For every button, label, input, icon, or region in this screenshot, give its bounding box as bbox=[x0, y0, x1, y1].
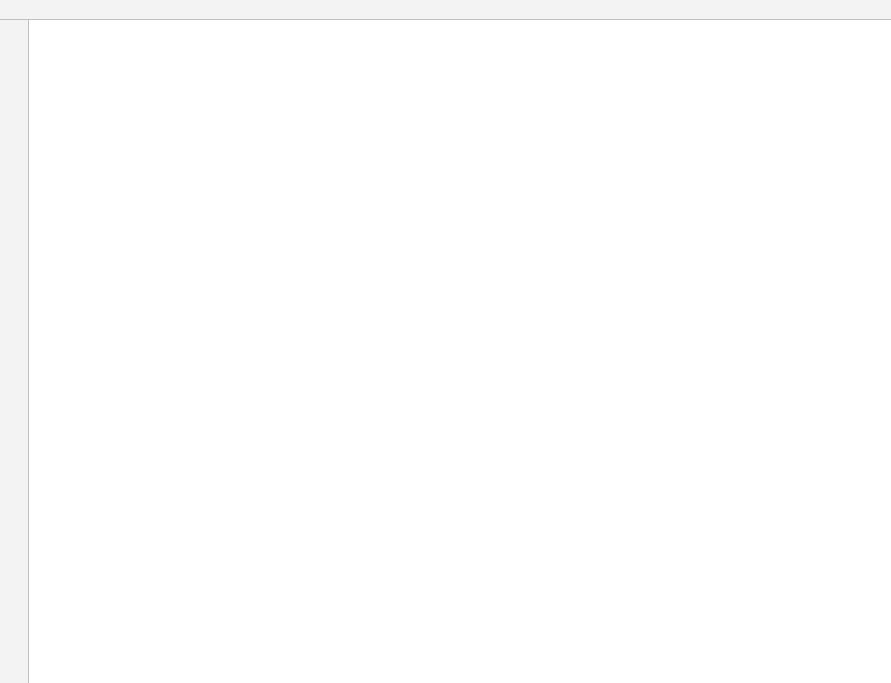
spreadsheet-grid[interactable] bbox=[28, 20, 891, 683]
column-header-bar bbox=[0, 0, 891, 20]
row-header-bar bbox=[0, 20, 29, 683]
